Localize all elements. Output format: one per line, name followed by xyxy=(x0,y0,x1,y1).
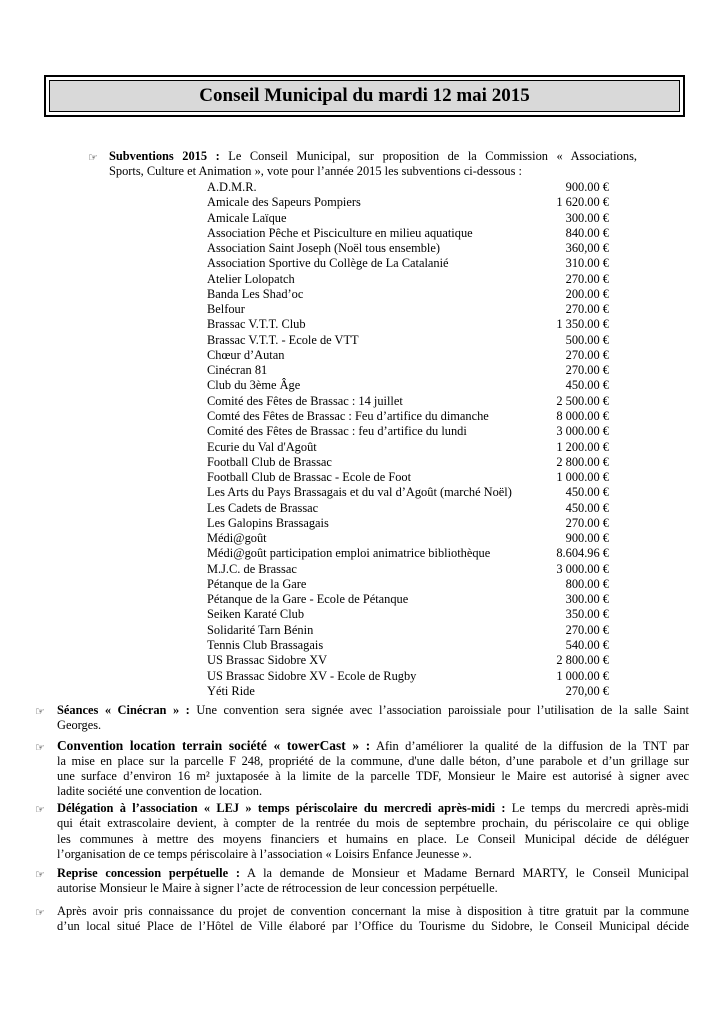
subvention-name: M.J.C. de Brassac xyxy=(207,561,297,576)
subvention-row xyxy=(207,409,609,424)
subvention-name: Yéti Ride xyxy=(207,683,255,698)
subvention-name: Comité des Fêtes de Brassac : 14 juillet xyxy=(207,393,403,408)
subvention-amount: 450.00 € xyxy=(565,485,609,500)
seances-line1: Séances « Cinécran » : Une convention sera signée avec l’association paroissiale pour l’utilisation de la salle Saint xyxy=(57,703,689,717)
subvention-row xyxy=(207,394,609,409)
subvention-row xyxy=(207,348,609,363)
subvention-name: A.D.M.R. xyxy=(207,180,257,194)
subventions-list xyxy=(207,180,609,699)
subvention-name: Cinécran 81 xyxy=(207,363,268,378)
subvention-name: US Brassac Sidobre XV - Ecole de Rugby xyxy=(207,668,417,683)
delegation-line1: Délégation à l’association « LEJ » temps périscolaire du mercredi après-midi : Le temps du mercredi après-midi xyxy=(57,801,689,815)
subvention-amount: 8 000.00 € xyxy=(556,408,609,423)
subvention-name: Médi@goût xyxy=(207,531,267,546)
reprise-heading: Reprise concession perpétuelle : xyxy=(57,866,240,880)
subvention-name: Comté des Fêtes de Brassac : Feu d’artifice du dimanche xyxy=(207,408,489,423)
subvention-row xyxy=(207,241,609,256)
subvention-name: Pétanque de la Gare xyxy=(207,576,307,591)
subvention-name: Les Cadets de Brassac xyxy=(207,500,319,515)
subvention-amount: 270.00 € xyxy=(565,347,609,362)
subvention-amount: 360,00 € xyxy=(565,241,609,256)
subventions-intro-line2: Sports, Culture et Animation », vote pour l’année 2015 les subventions ci-dessous : xyxy=(109,164,522,178)
subvention-name: US Brassac Sidobre XV xyxy=(207,653,328,668)
subvention-amount: 350.00 € xyxy=(565,607,609,622)
subvention-amount: 270.00 € xyxy=(565,622,609,637)
subvention-name: Association Saint Joseph (Noël tous ensemble) xyxy=(207,241,440,256)
subvention-amount: 1 200.00 € xyxy=(556,439,609,454)
subvention-row xyxy=(207,195,609,210)
pointing-arrow-icon: ☞ xyxy=(35,868,45,881)
subvention-name: Les Arts du Pays Brassagais et du val d’Agoût (marché Noël) xyxy=(207,485,512,500)
pointing-arrow-icon: ☞ xyxy=(35,705,45,718)
subvention-row xyxy=(207,180,609,195)
subvention-row xyxy=(207,302,609,317)
subvention-amount: 2 800.00 € xyxy=(556,454,609,469)
subvention-amount: 200.00 € xyxy=(565,286,609,301)
subvention-name: Belfour xyxy=(207,302,245,317)
subvention-amount: 1 620.00 € xyxy=(556,195,609,210)
subventions-intro-line1: Subventions 2015 : Le Conseil Municipal, sur proposition de la Commission « Associations, xyxy=(109,149,637,163)
subvention-amount: 300.00 € xyxy=(565,210,609,225)
subvention-amount: 310.00 € xyxy=(565,256,609,271)
local-line2: d’un local situé Place de l’Hôtel de Ville élaboré par l’Office du Tourisme du Sidobre, le Conseil Municipal décide xyxy=(57,919,689,933)
seances-line2: Georges. xyxy=(57,718,102,732)
subvention-amount: 900.00 € xyxy=(565,180,609,194)
subvention-amount: 8.604.96 € xyxy=(556,546,609,561)
subvention-name: Amicale Laïque xyxy=(207,210,287,225)
subvention-name: Solidarité Tarn Bénin xyxy=(207,622,314,637)
subvention-amount: 2 500.00 € xyxy=(556,393,609,408)
subvention-name: Tennis Club Brassagais xyxy=(207,637,324,652)
subvention-row xyxy=(207,623,609,638)
subvention-amount: 3 000.00 € xyxy=(556,424,609,439)
subvention-amount: 3 000.00 € xyxy=(556,561,609,576)
subvention-amount: 840.00 € xyxy=(565,225,609,240)
subvention-amount: 2 800.00 € xyxy=(556,653,609,668)
subvention-name: Seiken Karaté Club xyxy=(207,607,305,622)
subvention-amount: 900.00 € xyxy=(565,531,609,546)
subvention-row xyxy=(207,562,609,577)
subvention-amount: 500.00 € xyxy=(565,332,609,347)
pointing-arrow-icon: ☞ xyxy=(88,151,98,164)
convention-line3: une surface d’environ 16 m² juxtaposée à la limite de la parcelle TDF, Monsieur le Maire est autorisé à signer avec xyxy=(57,769,689,783)
convention-line4: ladite société une convention de location. xyxy=(57,784,263,798)
seances-heading: Séances « Cinécran » : xyxy=(57,703,190,717)
subvention-name: Ecurie du Val d'Agoût xyxy=(207,439,317,454)
subvention-name: Brassac V.T.T. Club xyxy=(207,317,306,332)
subvention-name: Médi@goût participation emploi animatrice bibliothèque xyxy=(207,546,491,561)
subventions-heading: Subventions 2015 : xyxy=(109,149,220,163)
subvention-row xyxy=(207,470,609,485)
subvention-name: Chœur d’Autan xyxy=(207,347,285,362)
subvention-row xyxy=(207,256,609,271)
reprise-line2: autorise Monsieur le Maire à signer l’acte de rétrocession de leur concession perpétuelle. xyxy=(57,881,498,895)
subvention-row xyxy=(207,592,609,607)
subvention-row xyxy=(207,455,609,470)
delegation-heading: Délégation à l’association « LEJ » temps périscolaire du mercredi après-midi : xyxy=(57,801,506,815)
subvention-row xyxy=(207,363,609,378)
subvention-row xyxy=(207,669,609,684)
subvention-row xyxy=(207,485,609,500)
subvention-amount: 270.00 € xyxy=(565,515,609,530)
subvention-name: Brassac V.T.T. - Ecole de VTT xyxy=(207,332,359,347)
subvention-row xyxy=(207,226,609,241)
subvention-name: Football Club de Brassac xyxy=(207,454,332,469)
subvention-name: Atelier Lolopatch xyxy=(207,271,295,286)
subvention-amount: 1 350.00 € xyxy=(556,317,609,332)
convention-heading: Convention location terrain société « towerCast » : xyxy=(57,738,371,753)
pointing-arrow-icon: ☞ xyxy=(35,803,45,816)
subvention-name: Les Galopins Brassagais xyxy=(207,515,329,530)
delegation-line4: l’organisation de ce temps périscolaire à l’association « Loisirs Enfance Jeunesse ». xyxy=(57,847,472,861)
title-box xyxy=(44,75,685,117)
convention-line2: la mise en place sur la parcelle F 248, propriété de la commune, d'une dalle béton, d’une parabole et d’un grillage sur xyxy=(57,754,689,768)
subvention-name: Football Club de Brassac - Ecole de Foot xyxy=(207,470,412,485)
subvention-amount: 450.00 € xyxy=(565,500,609,515)
subvention-amount: 270,00 € xyxy=(565,683,609,698)
subvention-amount: 300.00 € xyxy=(565,592,609,607)
subvention-amount: 1 000.00 € xyxy=(556,668,609,683)
subvention-amount: 270.00 € xyxy=(565,363,609,378)
subvention-row xyxy=(207,607,609,622)
subvention-amount: 270.00 € xyxy=(565,271,609,286)
pointing-arrow-icon: ☞ xyxy=(35,906,45,919)
subvention-amount: 1 000.00 € xyxy=(556,470,609,485)
subvention-row xyxy=(207,501,609,516)
subvention-row xyxy=(207,287,609,302)
subvention-amount: 270.00 € xyxy=(565,302,609,317)
local-line1: Après avoir pris connaissance du projet de convention concernant la mise à disposition à titre gratuit par la commune xyxy=(57,904,689,918)
subvention-row xyxy=(207,577,609,592)
subvention-row xyxy=(207,272,609,287)
subvention-amount: 800.00 € xyxy=(565,576,609,591)
subvention-row xyxy=(207,424,609,439)
subvention-name: Association Pêche et Pisciculture en milieu aquatique xyxy=(207,225,473,240)
subvention-name: Association Sportive du Collège de La Catalanié xyxy=(207,256,449,271)
subvention-row xyxy=(207,440,609,455)
subvention-row xyxy=(207,211,609,226)
subvention-row xyxy=(207,333,609,348)
subvention-row xyxy=(207,653,609,668)
subvention-name: Club du 3ème Âge xyxy=(207,378,301,393)
subvention-row xyxy=(207,638,609,653)
subvention-name: Comité des Fêtes de Brassac : feu d’artifice du lundi xyxy=(207,424,467,439)
subvention-amount: 450.00 € xyxy=(565,378,609,393)
reprise-line1: Reprise concession perpétuelle : A la demande de Monsieur et Madame Bernard MARTY, le Conseil Municipal xyxy=(57,866,689,880)
subvention-row xyxy=(207,684,609,699)
subvention-name: Banda Les Shad’oc xyxy=(207,286,304,301)
subvention-row xyxy=(207,516,609,531)
subvention-row xyxy=(207,531,609,546)
subvention-row xyxy=(207,317,609,332)
delegation-line3: les communes à mettre des moyens financiers et humains en place. Le Conseil Municipal décide de déléguer xyxy=(57,832,689,846)
pointing-arrow-icon: ☞ xyxy=(35,741,45,754)
subvention-amount: 540.00 € xyxy=(565,637,609,652)
subvention-row xyxy=(207,378,609,393)
delegation-line2: qui était extrascolaire devient, à compter de la rentrée du mois de septembre prochain, du périscolaire ce qui oblige xyxy=(57,816,689,830)
subvention-row xyxy=(207,546,609,561)
subvention-name: Pétanque de la Gare - Ecole de Pétanque xyxy=(207,592,409,607)
page-title: Conseil Municipal du mardi 12 mai 2015 xyxy=(49,80,680,112)
subvention-name: Amicale des Sapeurs Pompiers xyxy=(207,195,361,210)
convention-line1: Convention location terrain société « towerCast » : Afin d’améliorer la qualité de la diffusion de la TNT par xyxy=(57,738,689,753)
